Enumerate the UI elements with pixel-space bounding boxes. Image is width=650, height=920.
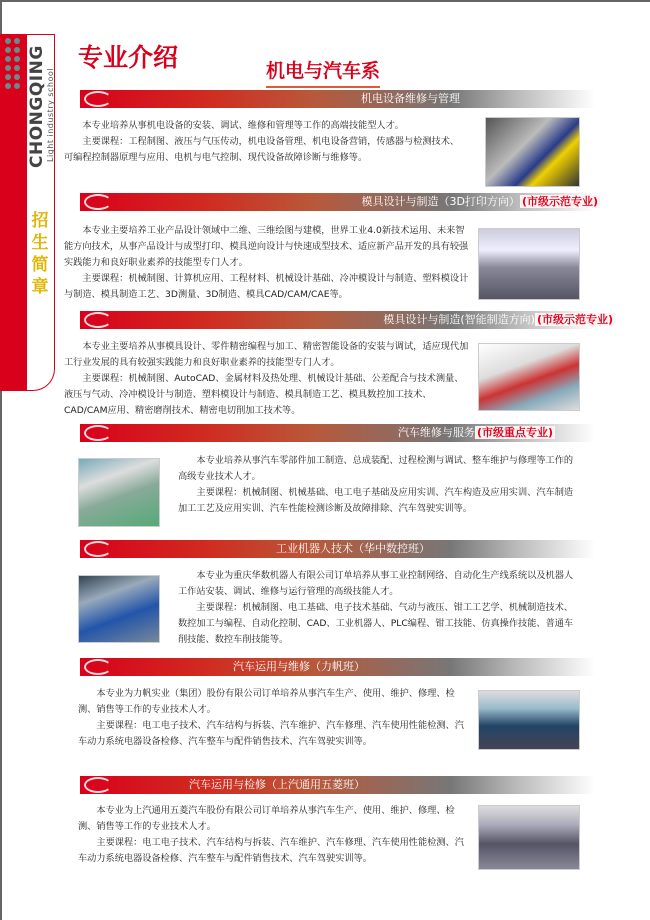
section-body — [178, 568, 576, 648]
swirl-ornament-icon — [84, 312, 112, 328]
section-description: 本专业为力帆实业（集团）股份有限公司订单培养从事汽车生产、使用、维护、修理、检测、销售等工作的专业技术人才。 — [78, 688, 455, 715]
section-title-wrap — [361, 90, 460, 108]
section-body — [64, 118, 464, 166]
page-title: 专业介绍 — [78, 43, 179, 72]
department-title: 机电与汽车系 — [266, 56, 380, 88]
section-banner — [80, 193, 598, 211]
swirl-ornament-icon — [84, 777, 112, 793]
section-courses: 主要课程：机械制图、AutoCAD、金属材料及热处理、机械设计基础、公差配合与技术测量、液压与气动、冷冲模设计与制造、塑料模设计与制造、模具制造工艺、模具数控加工技术、CAD/CAM应用、精密磨削技术、精密电切削加工技术等。 — [64, 373, 464, 416]
section-title-wrap — [398, 424, 555, 442]
section-courses: 主要课程：机械制图、电工基础、电子技术基础、气动与液压、钳工工艺学、机械制造技术、数控加工与编程、自动化控制、CAD、工业机器人、PLC编程、钳工技能、仿真操作技能、普通车削技能、数控车削技能等。 — [178, 602, 574, 645]
section-courses: 主要课程：工程制图、液压与气压传动，机电设备管理、机电设备营销，传感器与检测技术、可编程控制器原理与应用、电机与电气控制、现代设备故障诊断与维修等。 — [64, 136, 460, 163]
section-photo — [485, 117, 580, 187]
section-banner — [80, 90, 595, 108]
section-banner — [80, 776, 595, 794]
section-courses: 主要课程：电工电子技术、汽车结构与拆装、汽车维护、汽车修理、汽车使用性能检测、汽车动力系统电器设备检修、汽车整车与配件销售技术、汽车驾驶实训等。 — [78, 720, 464, 747]
section-title-wrap — [361, 193, 600, 211]
section-courses: 主要课程：电工电子技术、汽车结构与拆装、汽车维护、汽车修理、汽车使用性能检测、汽车动力系统电器设备检修、汽车整车与配件销售技术、汽车驾驶实训等。 — [78, 837, 464, 864]
section-banner — [80, 658, 595, 676]
section-photo — [78, 458, 160, 527]
section-body — [78, 803, 468, 867]
section-title-wrap — [383, 311, 615, 329]
section-description: 本专业主要培养工业产品设计领域中二维、三维绘图与建模，世界工业4.0新技术运用、未来智能方向技术，从事产品设计与成型打印、模具逆向设计与快速成型技术、适应新产品开发的具有较强实践能力和良好职业素养的技能型专门人才。 — [64, 225, 469, 268]
swirl-ornament-icon — [84, 659, 112, 675]
section-tag: (市级重点专业) — [476, 426, 553, 439]
section-title: 汽车维修与服务 — [397, 426, 475, 439]
section-title: 模具设计与制造(智能制造方向) — [383, 313, 535, 326]
section-body — [64, 223, 469, 303]
swirl-ornament-icon — [84, 194, 112, 210]
section-title: 汽车运用与维修（力帆班） — [233, 660, 365, 673]
section-body — [78, 686, 468, 750]
section-banner — [80, 540, 595, 558]
section-title: 工业机器人技术（华中数控班） — [276, 542, 430, 555]
section-body — [64, 339, 469, 419]
school-logo-text — [27, 34, 55, 174]
section-description: 本专业培养从事机电设备的安装、调试、维修和管理等工作的高端技能型人才。 — [82, 120, 404, 131]
section-tag: (市级示范专业) — [521, 195, 598, 208]
section-title-wrap — [276, 540, 430, 558]
section-photo — [478, 343, 580, 411]
section-photo — [78, 575, 160, 643]
section-title: 模具设计与制造（3D打印方向） — [361, 195, 520, 208]
section-banner — [80, 424, 595, 442]
section-photo — [478, 805, 580, 870]
section-description: 本专业培养从事汽车零部件加工制造、总成装配、过程检测与调试、整车维护与修理等工作的高级专业技术人才。 — [178, 455, 574, 482]
section-tag: (市级示范专业) — [536, 313, 613, 326]
section-title: 汽车运用与检修（上汽通用五菱班） — [189, 778, 365, 791]
section-body — [178, 453, 576, 517]
school-subtitle: Light industry school — [46, 68, 55, 162]
swirl-ornament-icon — [84, 91, 112, 107]
section-description: 本专业为上汽通用五菱汽车股份有限公司订单培养从事汽车生产、使用、维护、修理、检测、销售等工作的专业技术人才。 — [78, 805, 455, 832]
section-title-wrap — [189, 776, 365, 794]
swirl-ornament-icon — [84, 425, 112, 441]
section-photo — [478, 690, 580, 750]
section-description: 本专业主要培养从事模具设计、零件精密编程与加工、精密智能设备的安装与调试，适应现代加工行业发展的具有较强实践能力和良好职业素养的技能型专门人才。 — [64, 341, 469, 368]
section-courses: 主要课程：机械制图、计算机应用、工程材料、机械设计基础、冷冲模设计与制造、塑料模设计与制造、模具制造工艺、3D测量、3D制造、模具CAD/CAM/CAE等。 — [64, 273, 469, 300]
section-banner — [80, 311, 613, 329]
section-photo — [478, 228, 580, 300]
school-name: CHONGQING — [27, 45, 47, 168]
section-title-wrap — [233, 658, 365, 676]
brochure-label: 招生简章 — [31, 211, 49, 297]
decorative-dots — [5, 38, 23, 89]
section-title: 机电设备维修与管理 — [361, 92, 460, 105]
section-courses: 主要课程：机械制图、机械基础、电工电子基础及应用实训、汽车构造及应用实训、汽车制造加工工艺及应用实训、汽车性能检测诊断及故障排除、汽车驾驶实训等。 — [178, 487, 574, 514]
section-description: 本专业为重庆华数机器人有限公司订单培养从事工业控制网络、自动化生产线系统以及机器人工作站安装、调试、维修与运行管理的高级技能人才。 — [178, 570, 574, 597]
swirl-ornament-icon — [84, 541, 112, 557]
